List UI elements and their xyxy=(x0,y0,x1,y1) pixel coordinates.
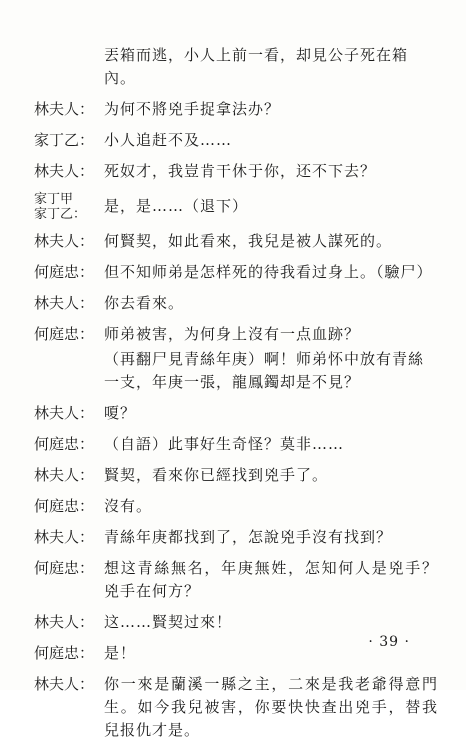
dialogue-text: 嗄？ xyxy=(104,404,137,422)
dialogue-line xyxy=(34,230,438,253)
dialogue-text: 青絲年庚都找到了，怎說兇手沒有找到？ xyxy=(104,528,393,546)
dialogue-line xyxy=(34,433,438,456)
dialogue-line xyxy=(34,98,438,121)
dialogue-line xyxy=(34,495,438,518)
speaker-name: 林夫人： xyxy=(34,294,95,312)
speaker-name: 林夫人： xyxy=(34,675,95,693)
dialogue-text: 沒有。 xyxy=(104,497,153,515)
dialogue-text: 是！ xyxy=(104,644,137,662)
speaker-name: 林夫人： xyxy=(34,528,95,546)
continuation-line: （再翻尸見青絲年庚）啊！师弟怀中放有青絲一支，年庚一張，龍鳳鐲却是不見？ xyxy=(104,350,425,391)
dialogue-text: 这……賢契过來！ xyxy=(104,613,233,631)
continuation-line: 丟箱而逃，小人上前一看，却見公子死在箱內。 xyxy=(104,46,409,87)
speaker-name: 何庭忠： xyxy=(34,559,95,577)
page-number: · 39 · xyxy=(368,634,410,650)
dialogue-text: 賢契，看來你已經找到兇手了。 xyxy=(104,466,329,484)
dialogue-line xyxy=(34,464,438,487)
speaker-name: 何庭忠： xyxy=(34,644,95,662)
dialogue-line xyxy=(34,292,438,315)
speaker-pair xyxy=(34,191,104,222)
dialogue-line xyxy=(34,611,438,634)
dialogue-text: 你去看來。 xyxy=(104,294,185,312)
dialogue-text: 为何不將兇手捉拿法办？ xyxy=(104,100,281,118)
speaker-name: 林夫人： xyxy=(34,466,95,484)
dialogue-text: 何賢契，如此看來，我兒是被人謀死的。 xyxy=(104,232,393,250)
speaker-name: 林夫人： xyxy=(34,232,95,250)
dialogue-text: 但不知师弟是怎样死的待我看过身上。（驗尸） xyxy=(104,263,433,281)
dialogue-text: 师弟被害，为何身上沒有一点血跡？ xyxy=(104,325,361,343)
dialogue-text: 小人追赶不及…… xyxy=(104,131,233,149)
speaker-name: 林夫人： xyxy=(34,613,95,631)
speaker-name: 林夫人： xyxy=(34,162,95,180)
speaker-name: 家丁甲 xyxy=(34,192,74,207)
speaker-name: 家丁乙： xyxy=(34,131,95,149)
dialogue-line xyxy=(34,323,438,346)
speaker-name: 何庭忠： xyxy=(34,325,95,343)
speaker-name: 林夫人： xyxy=(34,100,95,118)
speaker-name: 何庭忠： xyxy=(34,435,95,453)
dialogue-text: 想这青絲無名，年庚無姓，怎知何人是兇手？兇手在何方？ xyxy=(104,559,438,600)
dialogue-text: 你一來是蘭溪一縣之主，二來是我老爺得意門生。如今我兒被害，你要快快查出兇手，替我兒报仇才是。 xyxy=(104,675,438,739)
dialogue-text: （自語）此事好生奇怪？莫非…… xyxy=(104,435,345,453)
dialogue-line xyxy=(34,160,438,183)
dialogue-line xyxy=(34,261,438,284)
dialogue-text: 死奴才，我豈肯干休于你，还不下去？ xyxy=(104,162,377,180)
dialogue-line xyxy=(34,526,438,549)
dialogue-line xyxy=(34,557,438,603)
speaker-name: 何庭忠： xyxy=(34,497,95,515)
dialogue-line xyxy=(34,673,438,742)
speaker-name: 家丁乙： xyxy=(34,207,87,222)
dialogue-line xyxy=(34,191,438,222)
speaker-name: 林夫人： xyxy=(34,404,95,422)
dialogue-text: 是，是……（退下） xyxy=(104,197,249,215)
dialogue-line xyxy=(34,402,438,425)
speaker-name: 何庭忠： xyxy=(34,263,95,281)
dialogue-line xyxy=(34,129,438,152)
